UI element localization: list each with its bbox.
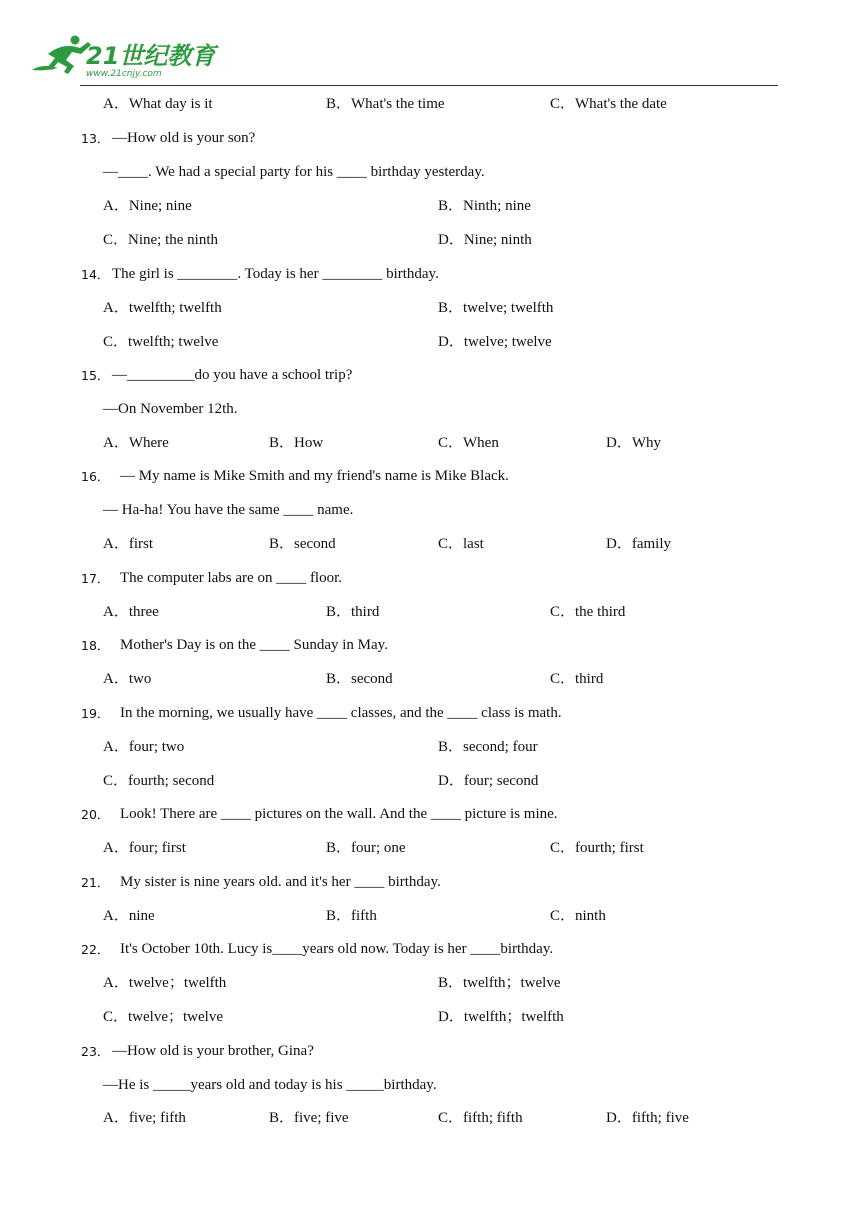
answer-option[interactable]: C．fifth; fifth (438, 1110, 523, 1126)
answer-option[interactable]: A．four; two (103, 739, 185, 755)
header-rule (80, 85, 778, 86)
answer-option[interactable]: A．What day is it (103, 96, 213, 112)
answer-option[interactable]: B．Ninth; nine (438, 198, 531, 214)
question-number: 19． (81, 706, 110, 721)
brand-logo (28, 30, 216, 80)
question-text: —How old is your brother, Gina? (112, 1043, 314, 1059)
answer-option[interactable]: A．four; first (103, 840, 186, 856)
answer-option[interactable]: A．nine (103, 908, 155, 924)
answer-option[interactable]: A．Nine; nine (103, 198, 192, 214)
question-number: 14． (81, 267, 110, 282)
answer-option[interactable]: D．four; second (438, 773, 539, 789)
question-number: 13． (81, 131, 110, 146)
answer-option[interactable]: A．two (103, 671, 152, 687)
answer-option[interactable]: B．twelfth；twelve (438, 975, 561, 991)
answer-option[interactable]: A．first (103, 536, 153, 552)
question-number: 18． (81, 638, 110, 653)
answer-option[interactable]: A．Where (103, 435, 169, 451)
answer-option[interactable]: B．What's the time (326, 96, 445, 112)
question-text: Look! There are ____ pictures on the wall. And the ____ picture is mine. (120, 806, 558, 822)
answer-option[interactable]: B．second (326, 671, 393, 687)
answer-option[interactable]: D．fifth; five (606, 1110, 689, 1126)
answer-option[interactable]: D．Why (606, 435, 661, 451)
answer-option[interactable]: C．ninth (550, 908, 606, 924)
answer-option[interactable]: C．twelfth; twelve (103, 334, 219, 350)
answer-option[interactable]: B．second (269, 536, 336, 552)
answer-option[interactable]: B．four; one (326, 840, 406, 856)
question-text: It's October 10th. Lucy is____years old now. Today is her ____birthday. (120, 941, 554, 957)
answer-option[interactable]: D．twelfth；twelfth (438, 1009, 564, 1025)
answer-option[interactable]: B．fifth (326, 908, 377, 924)
answer-option[interactable]: C．fourth; first (550, 840, 644, 856)
question-continuation: —____. We had a special party for his ____ birthday yesterday. (103, 164, 485, 180)
question-number: 17． (81, 571, 110, 586)
answer-option[interactable]: C．third (550, 671, 604, 687)
brand-main-text: 21世纪教育 (86, 42, 216, 70)
answer-option[interactable]: A．five; fifth (103, 1110, 186, 1126)
answer-option[interactable]: C．last (438, 536, 484, 552)
question-text: The girl is ________. Today is her ________ birthday. (112, 266, 439, 282)
answer-option[interactable]: D．twelve; twelve (438, 334, 552, 350)
question-number: 15． (81, 368, 110, 383)
answer-option[interactable]: C．Nine; the ninth (103, 232, 218, 248)
question-text: My sister is nine years old. and it's her ____ birthday. (120, 874, 441, 890)
answer-option[interactable]: B．twelve; twelfth (438, 300, 554, 316)
answer-option[interactable]: D．Nine; ninth (438, 232, 532, 248)
question-text: —_________do you have a school trip? (112, 367, 353, 383)
question-continuation: —On November 12th. (103, 401, 238, 417)
question-number: 20． (81, 807, 110, 822)
answer-option[interactable]: B．second; four (438, 739, 538, 755)
question-text: In the morning, we usually have ____ classes, and the ____ class is math. (120, 705, 562, 721)
question-continuation: —He is _____years old and today is his _____birthday. (103, 1077, 437, 1093)
question-number: 16． (81, 469, 110, 484)
answer-option[interactable]: B．How (269, 435, 324, 451)
answer-option[interactable]: B．third (326, 604, 380, 620)
question-continuation: — Ha-ha! You have the same ____ name. (103, 502, 354, 518)
answer-option[interactable]: A．three (103, 604, 159, 620)
question-text: —How old is your son? (112, 130, 256, 146)
question-number: 23． (81, 1044, 110, 1059)
answer-option[interactable]: C．When (438, 435, 499, 451)
answer-option[interactable]: C．fourth; second (103, 773, 215, 789)
question-text: The computer labs are on ____ floor. (120, 570, 343, 586)
question-text: Mother's Day is on the ____ Sunday in May. (120, 637, 388, 653)
answer-option[interactable]: C．the third (550, 604, 626, 620)
answer-option[interactable]: C．twelve；twelve (103, 1009, 223, 1025)
question-number: 22． (81, 942, 110, 957)
brand-url-text: www.21cnjy.com (86, 69, 162, 79)
question-number: 21． (81, 875, 110, 890)
answer-option[interactable]: A．twelve；twelfth (103, 975, 227, 991)
answer-option[interactable]: C．What's the date (550, 96, 667, 112)
question-text: — My name is Mike Smith and my friend's name is Mike Black. (120, 468, 509, 484)
answer-option[interactable]: B．five; five (269, 1110, 349, 1126)
answer-option[interactable]: A．twelfth; twelfth (103, 300, 222, 316)
answer-option[interactable]: D．family (606, 536, 671, 552)
